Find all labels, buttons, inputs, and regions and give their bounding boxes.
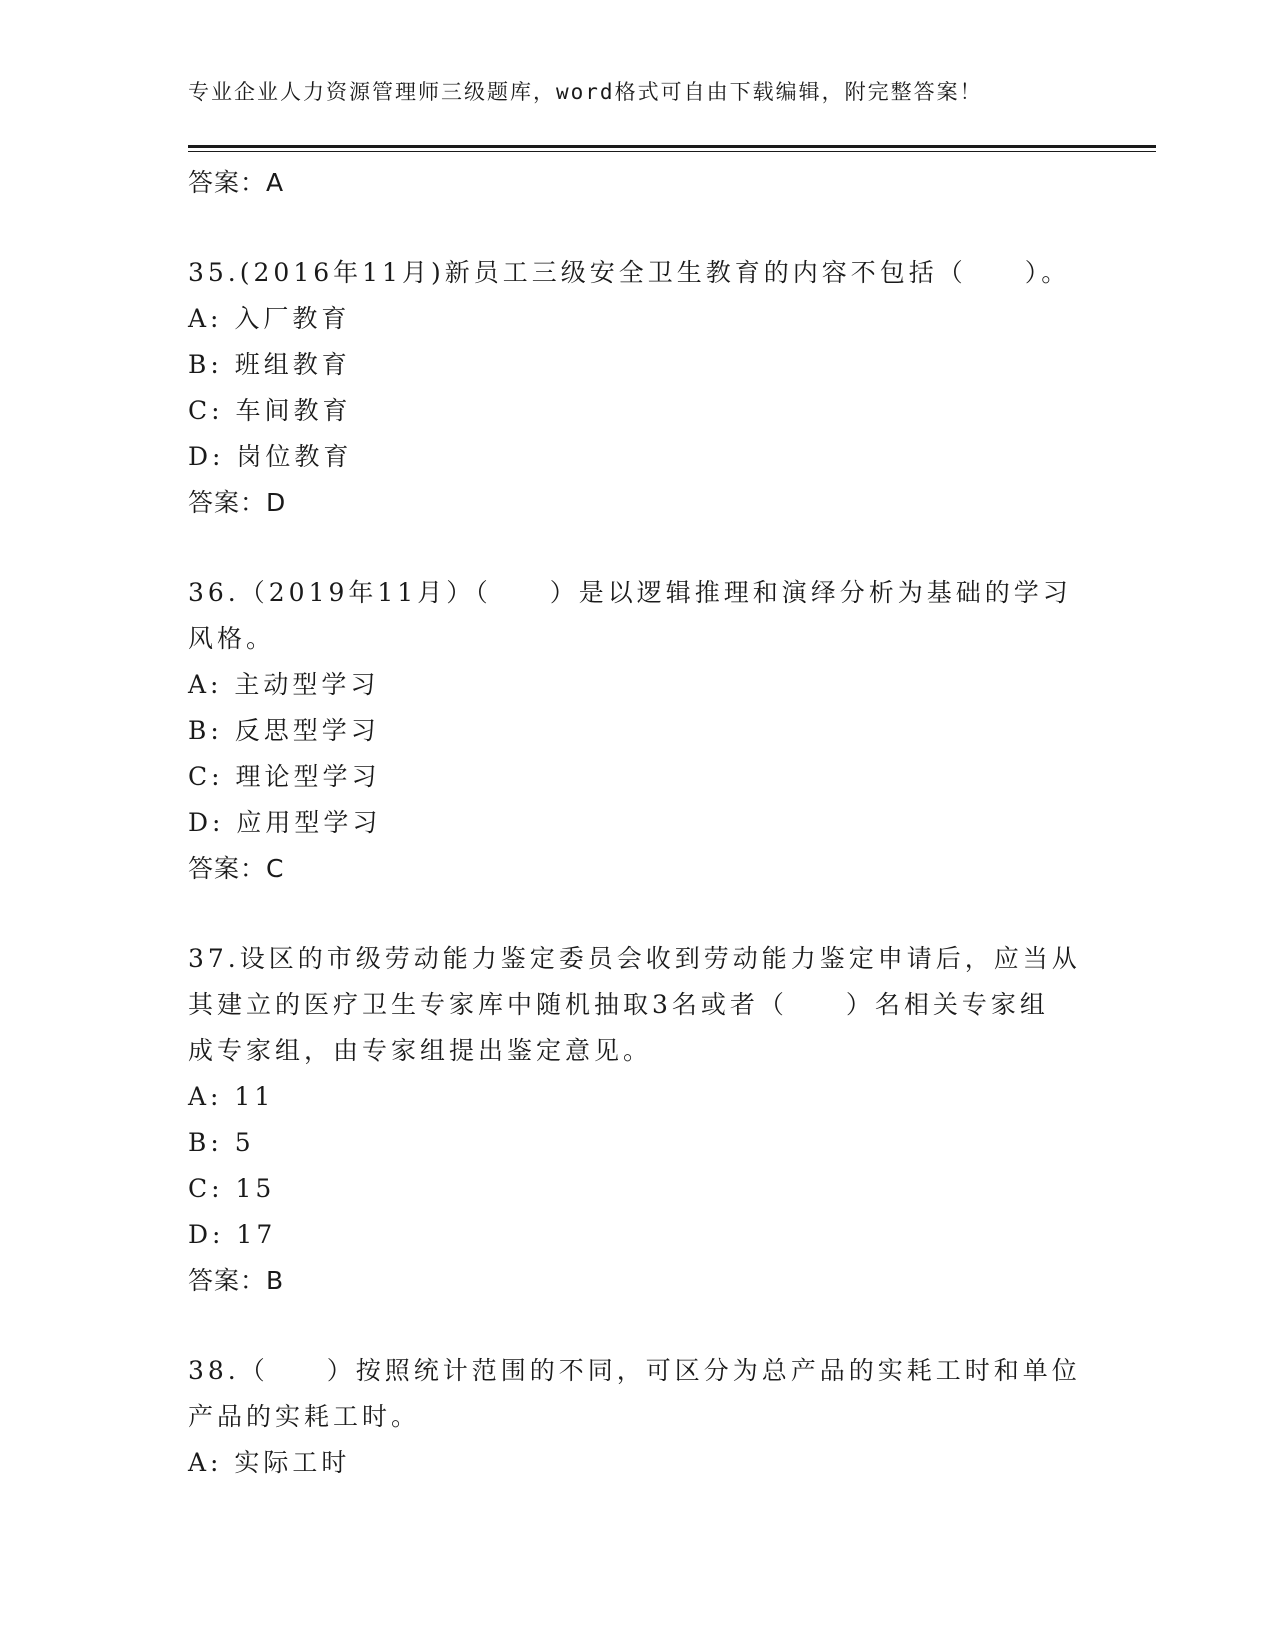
question-block <box>188 250 1088 526</box>
answer-option: D: 应用型学习 <box>188 808 382 837</box>
question-block <box>188 570 1088 892</box>
question-text: 产品的实耗工时。 <box>188 1402 421 1431</box>
question-text: 36.（2019年11月）（ ）是以逻辑推理和演绎分析为基础的学习 <box>188 578 1072 607</box>
answer-option: A: 主动型学习 <box>188 670 380 699</box>
answer-option: D: 岗位教育 <box>188 442 353 471</box>
answer-option: D: 17 <box>188 1220 277 1249</box>
answer-option: C: 理论型学习 <box>188 762 381 791</box>
answer-option: A: 实际工时 <box>188 1448 351 1477</box>
question-text: 38.（ ）按照统计范围的不同，可区分为总产品的实耗工时和单位 <box>188 1356 1081 1385</box>
answer-option: B: 班组教育 <box>188 350 351 379</box>
answer-option: C: 15 <box>188 1174 276 1203</box>
page-header: 专业企业人力资源管理师三级题库，word格式可自由下载编辑，附完整答案！ <box>188 80 983 104</box>
header-rule-thick <box>188 145 1156 148</box>
previous-answer: 答案：A <box>188 168 285 197</box>
question-text: 37.设区的市级劳动能力鉴定委员会收到劳动能力鉴定申请后，应当从 <box>188 944 1081 973</box>
answer-option: A: 入厂教育 <box>188 304 351 333</box>
question-block <box>188 936 1088 1304</box>
correct-answer: 答案：D <box>188 488 287 517</box>
question-block <box>188 1348 1088 1486</box>
correct-answer: 答案：B <box>188 1266 285 1295</box>
question-text: 风格。 <box>188 624 276 653</box>
question-list <box>188 160 1088 1486</box>
question-text: 35.(2016年11月)新员工三级安全卫生教育的内容不包括（ ）。 <box>188 258 1071 287</box>
answer-option: B: 反思型学习 <box>188 716 380 745</box>
header-rule-thin <box>188 151 1156 152</box>
answer-option: A: 11 <box>188 1082 275 1111</box>
correct-answer: 答案：C <box>188 854 285 883</box>
question-text: 成专家组，由专家组提出鉴定意见。 <box>188 1036 653 1065</box>
answer-option: B: 5 <box>188 1128 255 1157</box>
answer-option: C: 车间教育 <box>188 396 352 425</box>
question-text: 其建立的医疗卫生专家库中随机抽取3名或者（ ）名相关专家组 <box>188 990 1049 1019</box>
